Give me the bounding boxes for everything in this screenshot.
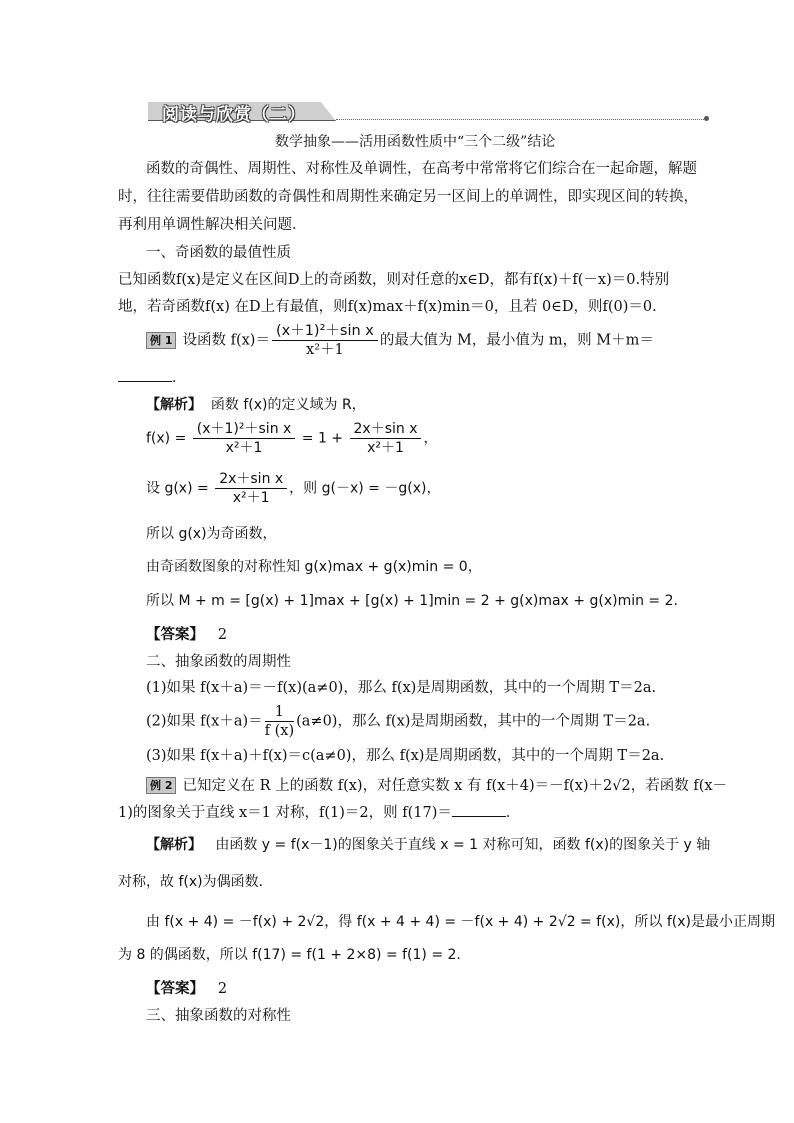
example1-s2-mid: = 1 + [301, 430, 344, 447]
example2-question-2 [118, 801, 520, 822]
section1-line-1: 已知函数f(x)是定义在区间D上的奇函数，则对任意的x∈D，都有f(x)＋f(－x)＝0.特别 [118, 272, 670, 288]
example1-s3-den: x²＋1 [232, 490, 270, 506]
section-header [148, 102, 708, 125]
example2-line2: 1)的图象关于直线 x＝1 对称，f(1)＝2，则 f(17)＝ [118, 805, 452, 821]
example1-answer-row [146, 623, 227, 644]
example1-solution-1 [146, 394, 366, 414]
example1-solution-2 [146, 420, 437, 457]
section2-r2-post: (a≠0)，那么 f(x)是周期函数，其中的一个周期 T＝2a. [296, 713, 651, 730]
example1-question [146, 322, 654, 359]
section1-heading: 一、奇函数的最值性质 [146, 245, 291, 261]
example1-s6: 所以 M + m = [g(x) + 1]max + [g(x) + 1]min = 2 + g(x)max + g(x)min = 2. [146, 593, 678, 609]
header-rule [336, 119, 708, 120]
section2-rule-1: (1)如果 f(x＋a)＝－f(x)(a≠0)，那么 f(x)是周期函数，其中的一个周期 T＝2a. [146, 680, 657, 696]
example1-answer: 2 [217, 627, 228, 643]
intro-line-1: 函数的奇偶性、周期性、对称性及单调性，在高考中常常将它们综合在一起命题，解题 [146, 161, 697, 177]
example1-badge: 例 1 [146, 332, 176, 349]
example2-solution-1 [146, 834, 710, 854]
example1-s3-num: 2x＋sin x [215, 470, 287, 489]
example2-line1: 已知定义在 R 上的函数 f(x)，对任意实数 x 有 f(x＋4)＝－f(x)＋2√2，若函数 f(x－ [182, 778, 728, 794]
example1-suffix: 的最大值为 M，最小值为 m，则 M＋m＝ [379, 332, 654, 349]
header-title: 阅读与欣赏（二） [162, 105, 306, 125]
example1-s2-end: ， [423, 430, 438, 447]
example1-denominator: x²＋1 [306, 342, 344, 358]
example1-s2-den1: x²＋1 [225, 440, 263, 456]
example2-s1: 由函数 y = f(x－1)的图象关于直线 x = 1 对称可知，函数 f(x)的图象关于 y 轴 [215, 837, 711, 853]
example2-badge: 例 2 [146, 777, 176, 794]
section2-rule-2 [146, 703, 650, 740]
example1-solution-3 [146, 470, 440, 507]
example2-solution-label: 【解析】 [146, 837, 202, 853]
example1-prefix: 设函数 f(x)＝ [182, 332, 270, 349]
section2-r2-pre: (2)如果 f(x＋a)＝ [146, 713, 263, 730]
intro-line-2: 时，往往需要借助函数的奇偶性和周期性来确定另一区间上的单调性，即实现区间的转换， [118, 189, 698, 205]
example1-s2-num2: 2x＋sin x [350, 420, 422, 439]
example2-answer-row [146, 977, 227, 998]
example1-s4: 所以 g(x)为奇函数， [146, 526, 277, 542]
example1-answer-label: 【答案】 [146, 626, 204, 643]
example1-s3-pre: 设 g(x) = [146, 480, 209, 497]
section3-heading: 三、抽象函数的对称性 [146, 1008, 291, 1024]
example2-line2-end: ． [505, 805, 521, 821]
section2-heading: 二、抽象函数的周期性 [146, 654, 291, 670]
example2-s3: 由 f(x + 4) = －f(x) + 2√2，得 f(x + 4 + 4) = －f(x + 4) + 2√2 = f(x)，所以 f(x)是最小正周期 [146, 914, 775, 930]
section2-r2-num: 1 [265, 703, 294, 722]
example1-s2-lhs: f(x) = [146, 430, 187, 447]
section2-r2-den: f (x) [264, 723, 295, 739]
section1-line-2: 地，若奇函数f(x) 在D上有最值，则f(x)max＋f(x)min＝0，且若 0∈D，则f(0)＝0. [118, 299, 657, 315]
example1-s2-den2: x²＋1 [367, 440, 404, 456]
example1-solution-label: 【解析】 [146, 397, 202, 413]
example2-answer-label: 【答案】 [146, 980, 204, 997]
example1-s5: 由奇函数图象的对称性知 g(x)max + g(x)min = 0， [146, 559, 482, 575]
example1-answer-blank [118, 369, 172, 382]
section2-rule-3: (3)如果 f(x＋a)＋f(x)＝c(a≠0)，那么 f(x)是周期函数，其中的一个周期 T＝2a. [146, 748, 665, 764]
example2-answer: 2 [217, 981, 228, 997]
example1-s2-num1: (x＋1)²＋sin x [193, 420, 296, 439]
example1-s3-post: ，则 g(－x) = －g(x)， [289, 480, 441, 497]
example1-s1: 函数 f(x)的定义域为 R， [210, 397, 366, 413]
subtitle: 数学抽象——活用函数性质中“三个二级”结论 [275, 134, 556, 150]
example2-s4: 为 8 的偶函数，所以 f(17) = f(1 + 2×8) = f(1) = 2. [118, 947, 461, 963]
example1-numerator: (x＋1)²＋sin x [272, 322, 378, 341]
header-dot-icon [704, 116, 709, 121]
example1-blank-line [118, 366, 187, 387]
example2-question-1 [146, 774, 727, 795]
intro-line-3: 再利用单调性解决相关问题． [118, 217, 307, 233]
example2-s2: 对称，故 f(x)为偶函数． [118, 874, 273, 890]
example1-end: ． [172, 370, 187, 386]
example2-answer-blank [452, 804, 506, 817]
